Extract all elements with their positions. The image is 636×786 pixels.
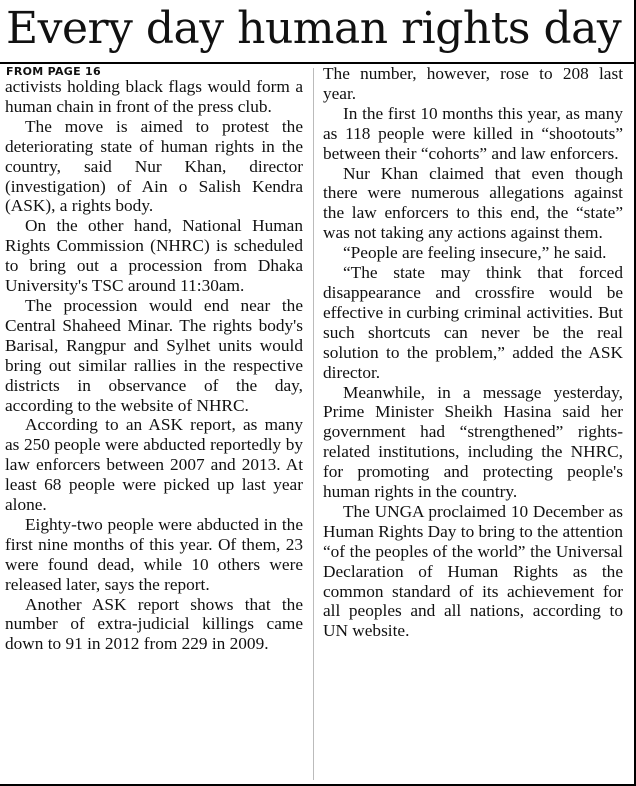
paragraph: The procession would end near the Central Shaheed Minar. The rights body's Barisal, Rangpur and Sylhet units would bring out similar rallies in the respective districts in observance of the day, according to the website of NHRC. <box>5 295 303 415</box>
paragraph: In the first 10 months this year, as many as 118 people were killed in “shootouts” between their “cohorts” and law enforcers. <box>323 103 623 163</box>
right-column <box>323 64 623 641</box>
paragraph: The move is aimed to protest the deteriorating state of human rights in the country, said Nur Khan, director (investigation) of Ain o Salish Kendra (ASK), a rights body. <box>5 116 303 216</box>
paragraph: activists holding black flags would form a human chain in front of the press club. <box>5 77 303 116</box>
left-column <box>5 77 303 654</box>
paragraph: Another ASK report shows that the number of extra-judicial killings came down to 91 in 2012 from 229 in 2009. <box>5 594 303 654</box>
paragraph: The UNGA proclaimed 10 December as Human Rights Day to bring to the attention “of the peoples of the world” the Universal Declaration of Human Rights as the common standard of its achievement for all peoples and all nations, according to UN website. <box>323 501 623 641</box>
paragraph: “The state may think that forced disappearance and crossfire would be effective in curbing criminal activities. But such shortcuts can never be the real solution to the problem,” added the ASK director. <box>323 263 623 382</box>
continued-from-label: FROM PAGE 16 <box>6 65 101 78</box>
paragraph: The number, however, rose to 208 last year. <box>323 64 623 103</box>
paragraph: Meanwhile, in a message yesterday, Prime Minister Sheikh Hasina said her government had “strengthened” rights-related institutions, including the NHRC, for promoting and protecting people's human rights in the country. <box>323 382 623 502</box>
paragraph: Nur Khan claimed that even though there were numerous allegations against the law enforcers to this end, the “state” was not taking any actions against them. <box>323 163 623 243</box>
column-divider <box>313 68 314 780</box>
paragraph: On the other hand, National Human Rights Commission (NHRC) is scheduled to bring out a procession from Dhaka University's TSC around 11:30am. <box>5 216 303 296</box>
paragraph: According to an ASK report, as many as 250 people were abducted reportedly by law enforcers between 2007 and 2013. At least 68 people were picked up last year alone. <box>5 415 303 515</box>
paragraph: Eighty-two people were abducted in the first nine months of this year. Of them, 23 were found dead, while 10 others were released later, says the report. <box>5 514 303 594</box>
paragraph: “People are feeling insecure,” he said. <box>343 243 607 263</box>
headline: Every day human rights day <box>6 3 622 54</box>
